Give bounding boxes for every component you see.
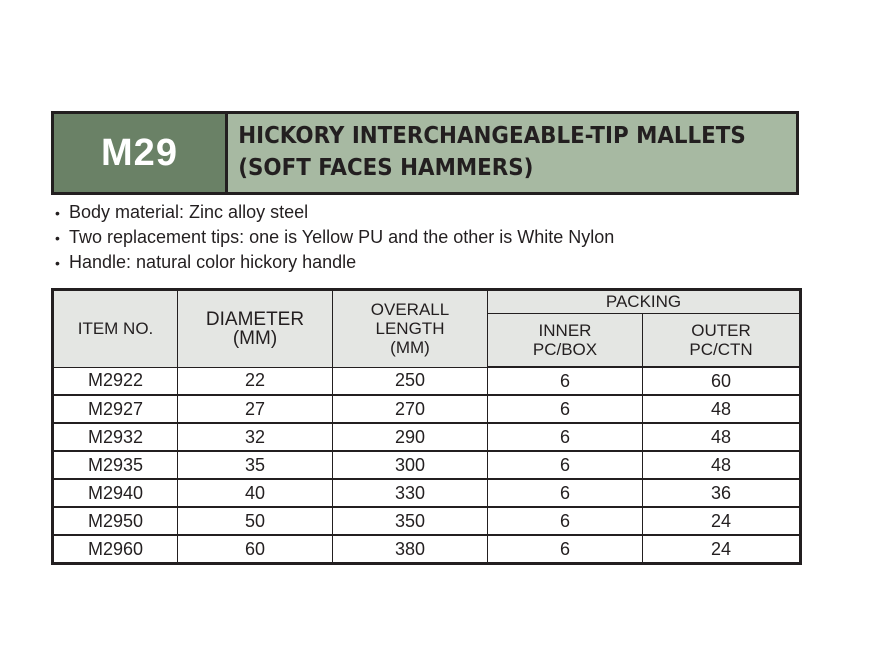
- cell-length: 330: [333, 479, 488, 507]
- cell-outer: 48: [643, 395, 801, 423]
- cell-outer: 48: [643, 451, 801, 479]
- cell-diameter: 32: [178, 423, 333, 451]
- table-row: [53, 367, 801, 395]
- header-item-no: ITEM NO.: [53, 290, 178, 368]
- cell-inner: 6: [488, 535, 643, 564]
- table-row: [53, 423, 801, 451]
- cell-inner: 6: [488, 367, 643, 395]
- cell-length: 250: [333, 367, 488, 395]
- cell-outer: 24: [643, 507, 801, 535]
- cell-outer: 60: [643, 367, 801, 395]
- cell-item-no: M2950: [53, 507, 178, 535]
- cell-inner: 6: [488, 479, 643, 507]
- cell-inner: 6: [488, 423, 643, 451]
- bullet-icon: •: [55, 230, 60, 246]
- cell-outer: 48: [643, 423, 801, 451]
- table-row: [53, 395, 801, 423]
- table-row: [53, 451, 801, 479]
- header-overall-length: OVERALL LENGTH (MM): [333, 290, 488, 368]
- cell-item-no: M2922: [53, 367, 178, 395]
- product-header: [51, 111, 799, 195]
- product-title-line2: (SOFT FACES HAMMERS): [238, 155, 534, 181]
- header-packing: PACKING: [488, 290, 801, 314]
- cell-outer: 24: [643, 535, 801, 564]
- table-row: [53, 507, 801, 535]
- bullet-icon: •: [55, 255, 60, 271]
- header-outer: OUTER PC/CTN: [643, 314, 801, 368]
- cell-length: 290: [333, 423, 488, 451]
- product-title: [228, 114, 756, 192]
- cell-inner: 6: [488, 507, 643, 535]
- header-inner: INNER PC/BOX: [488, 314, 643, 368]
- table-row: [53, 535, 801, 564]
- cell-length: 350: [333, 507, 488, 535]
- cell-inner: 6: [488, 395, 643, 423]
- cell-diameter: 35: [178, 451, 333, 479]
- feature-text: Body material: Zinc alloy steel: [69, 202, 309, 222]
- cell-item-no: M2932: [53, 423, 178, 451]
- cell-item-no: M2940: [53, 479, 178, 507]
- cell-outer: 36: [643, 479, 801, 507]
- product-code: M29: [54, 114, 228, 192]
- feature-item: [55, 250, 614, 275]
- cell-diameter: 40: [178, 479, 333, 507]
- cell-diameter: 27: [178, 395, 333, 423]
- cell-item-no: M2960: [53, 535, 178, 564]
- cell-diameter: 50: [178, 507, 333, 535]
- cell-length: 270: [333, 395, 488, 423]
- cell-inner: 6: [488, 451, 643, 479]
- cell-item-no: M2935: [53, 451, 178, 479]
- header-diameter: DIAMETER (MM): [178, 290, 333, 368]
- spec-table: [51, 288, 802, 565]
- feature-text: Two replacement tips: one is Yellow PU and the other is White Nylon: [69, 227, 615, 247]
- table-row: [53, 479, 801, 507]
- feature-item: [55, 225, 614, 250]
- cell-length: 380: [333, 535, 488, 564]
- cell-diameter: 60: [178, 535, 333, 564]
- cell-length: 300: [333, 451, 488, 479]
- feature-item: [55, 200, 614, 225]
- feature-list: [55, 200, 614, 275]
- product-title-line1: HICKORY INTERCHANGEABLE-TIP MALLETS: [238, 123, 746, 149]
- cell-diameter: 22: [178, 367, 333, 395]
- cell-item-no: M2927: [53, 395, 178, 423]
- bullet-icon: •: [55, 205, 60, 221]
- feature-text: Handle: natural color hickory handle: [69, 252, 357, 272]
